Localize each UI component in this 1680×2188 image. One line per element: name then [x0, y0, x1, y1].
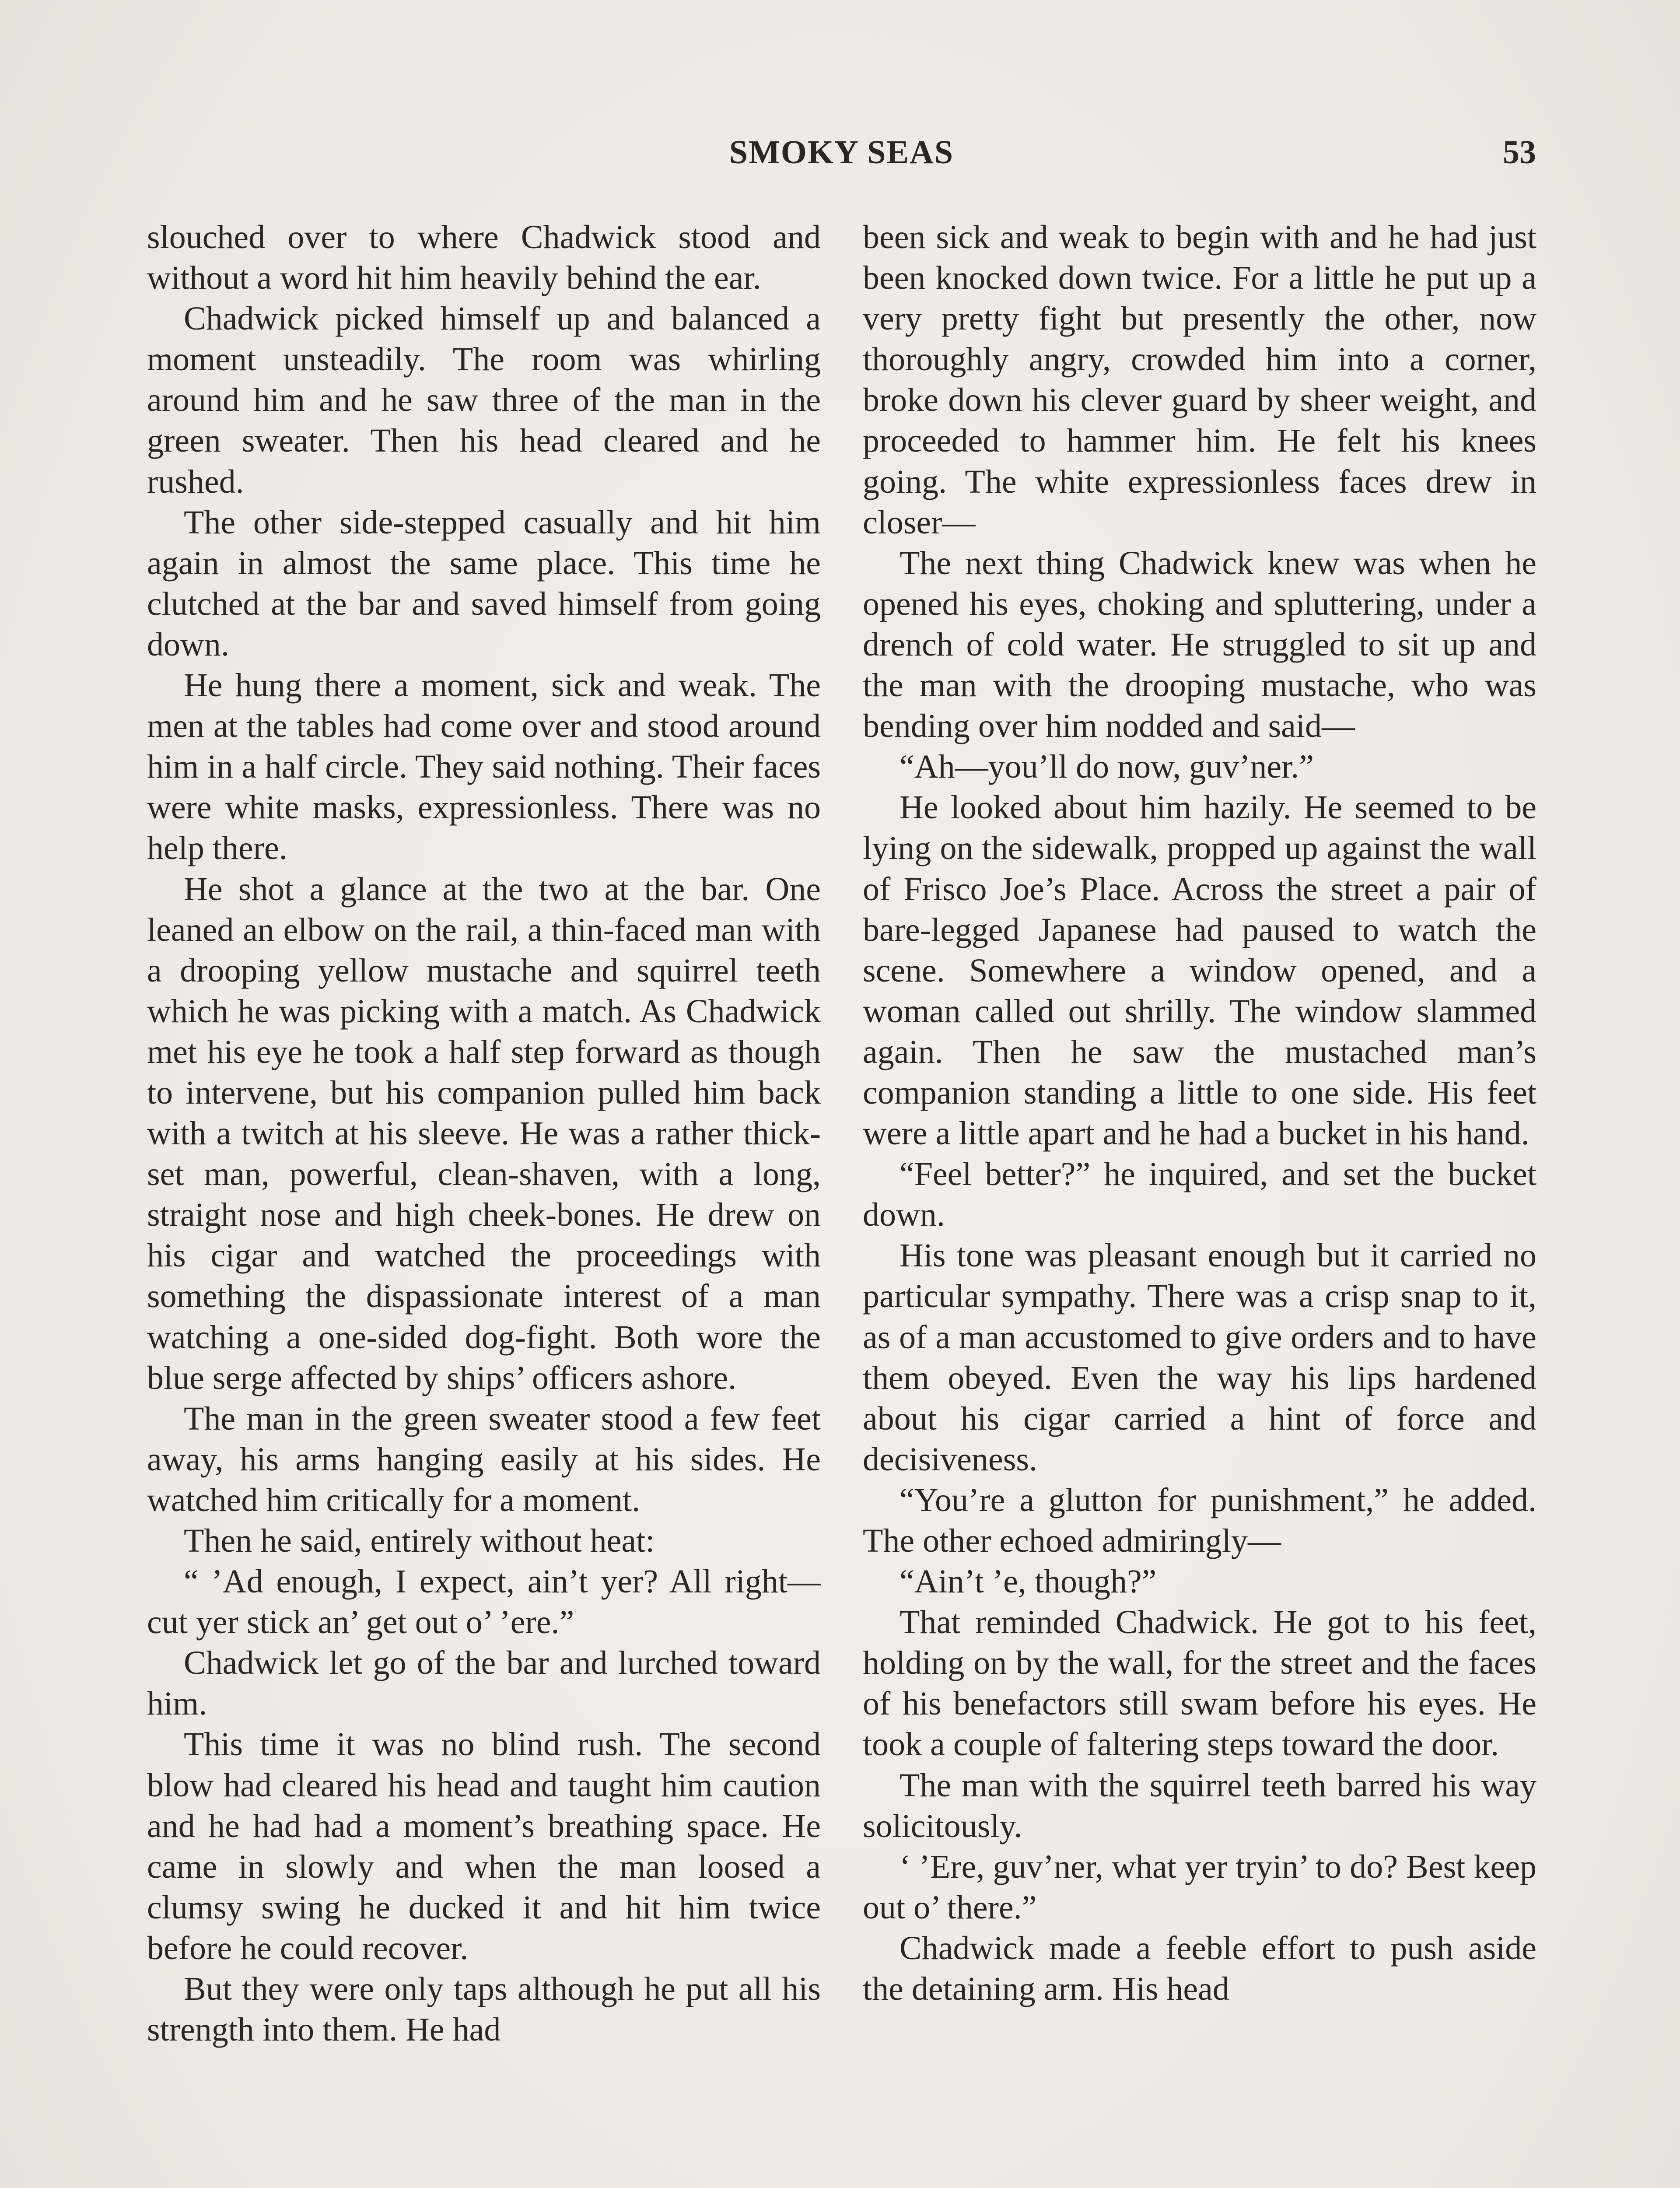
paragraph: He hung there a moment, sick and weak. The men at the tables had come over and stood around him in a half circle. They said nothing. Their faces were white masks, expressionless. There was no help there. [147, 667, 821, 867]
paragraph: ‘ ’Ere, guv’ner, what yer tryin’ to do? Best keep out o’ there.” [863, 1848, 1536, 1926]
paragraph: “Feel better?” he inquired, and set the bucket down. [863, 1156, 1536, 1234]
paragraph: The next thing Chadwick knew was when he opened his eyes, choking and spluttering, under a drench of cold water. He struggled to sit up and the man with the drooping mustache, who was bending over him nodded and said— [863, 544, 1536, 745]
page-header [147, 133, 1536, 182]
paragraph: slouched over to where Chadwick stood and without a word hit him heavily behind the ear. [147, 219, 821, 297]
paragraph: “Ah—you’ll do now, guv’ner.” [900, 748, 1314, 785]
paragraph: “You’re a glutton for punishment,” he added. The other echoed admiringly— [863, 1481, 1536, 1559]
paragraph: His tone was pleasant enough but it carried no particular sympathy. There was a crisp snap to it, as of a man accustomed to give orders and to have them obeyed. Even the way his lips hardened about his cigar carried a hint of force and decisiveness. [863, 1237, 1536, 1478]
paragraph: Chadwick picked himself up and balanced a moment unsteadily. The room was whirling around him and he saw three of the man in the green sweater. Then his head cleared and he rushed. [147, 300, 821, 500]
running-title: SMOKY SEAS [729, 134, 954, 171]
paragraph: He looked about him hazily. He seemed to be lying on the sidewalk, propped up against the wall of Frisco Joe’s Place. Across the street a pair of bare-legged Japanese had paused to watch the scene. Somewhere a window opened, and a woman called out shrilly. The window slammed again. Then he saw the mustached man’s companion standing a little to one side. His feet were a little apart and he had a bucket in his hand. [863, 789, 1536, 1152]
paragraph: The man with the squirrel teeth barred his way solicitously. [863, 1767, 1536, 1844]
paragraph: Chadwick made a feeble effort to push aside the detaining arm. His head [863, 1929, 1536, 2008]
paragraph: That reminded Chadwick. He got to his feet, holding on by the wall, for the street and the faces of his benefactors still swam before his eyes. He took a couple of faltering steps toward the door. [863, 1604, 1536, 1763]
left-column [147, 217, 821, 2050]
paragraph: Chadwick let go of the bar and lurched toward him. [147, 1645, 821, 1722]
paragraph: Then he said, entirely without heat: [184, 1522, 655, 1559]
paragraph: been sick and weak to begin with and he had just been knocked down twice. For a little he put up a very pretty fight but presently the other, now thoroughly angry, crowded him into a corner, broke down his clever guard by sheer weight, and proceeded to hammer him. He felt his knees going. The white expressionless faces drew in closer— [863, 219, 1536, 541]
paragraph: He shot a glance at the two at the bar. One leaned an elbow on the rail, a thin-faced man with a drooping yellow mustache and squirrel teeth which he was picking with a match. As Chadwick met his eye he took a half step forward as though to intervene, but his companion pulled him back with a twitch at his sleeve. He was a rather thick-set man, powerful, clean-shaven, with a long, straight nose and high cheek-bones. He drew on his cigar and watched the proceedings with something the dispassionate interest of a man watching a one-sided dog-fight. Both wore the blue serge affected by ships’ officers ashore. [147, 870, 821, 1396]
page-number: 53 [1503, 134, 1536, 171]
paragraph: “ ’Ad enough, I expect, ain’t yer? All right—cut yer stick an’ get out o’ ’ere.” [147, 1563, 821, 1641]
paragraph: This time it was no blind rush. The second blow had cleared his head and taught him caution and he had had a moment’s breathing space. He came in slowly and when the man loosed a clumsy swing he ducked it and hit him twice before he could recover. [147, 1726, 821, 1967]
paragraph: The other side-stepped casually and hit him again in almost the same place. This time he clutched at the bar and saved himself from going down. [147, 504, 821, 663]
paragraph: But they were only taps although he put all his strength into them. He had [147, 1971, 821, 2048]
right-column [863, 217, 1536, 2009]
paragraph: “Ain’t ’e, though?” [900, 1563, 1157, 1600]
paragraph: The man in the green sweater stood a few feet away, his arms hanging easily at his sides. He watched him critically for a moment. [147, 1400, 821, 1518]
